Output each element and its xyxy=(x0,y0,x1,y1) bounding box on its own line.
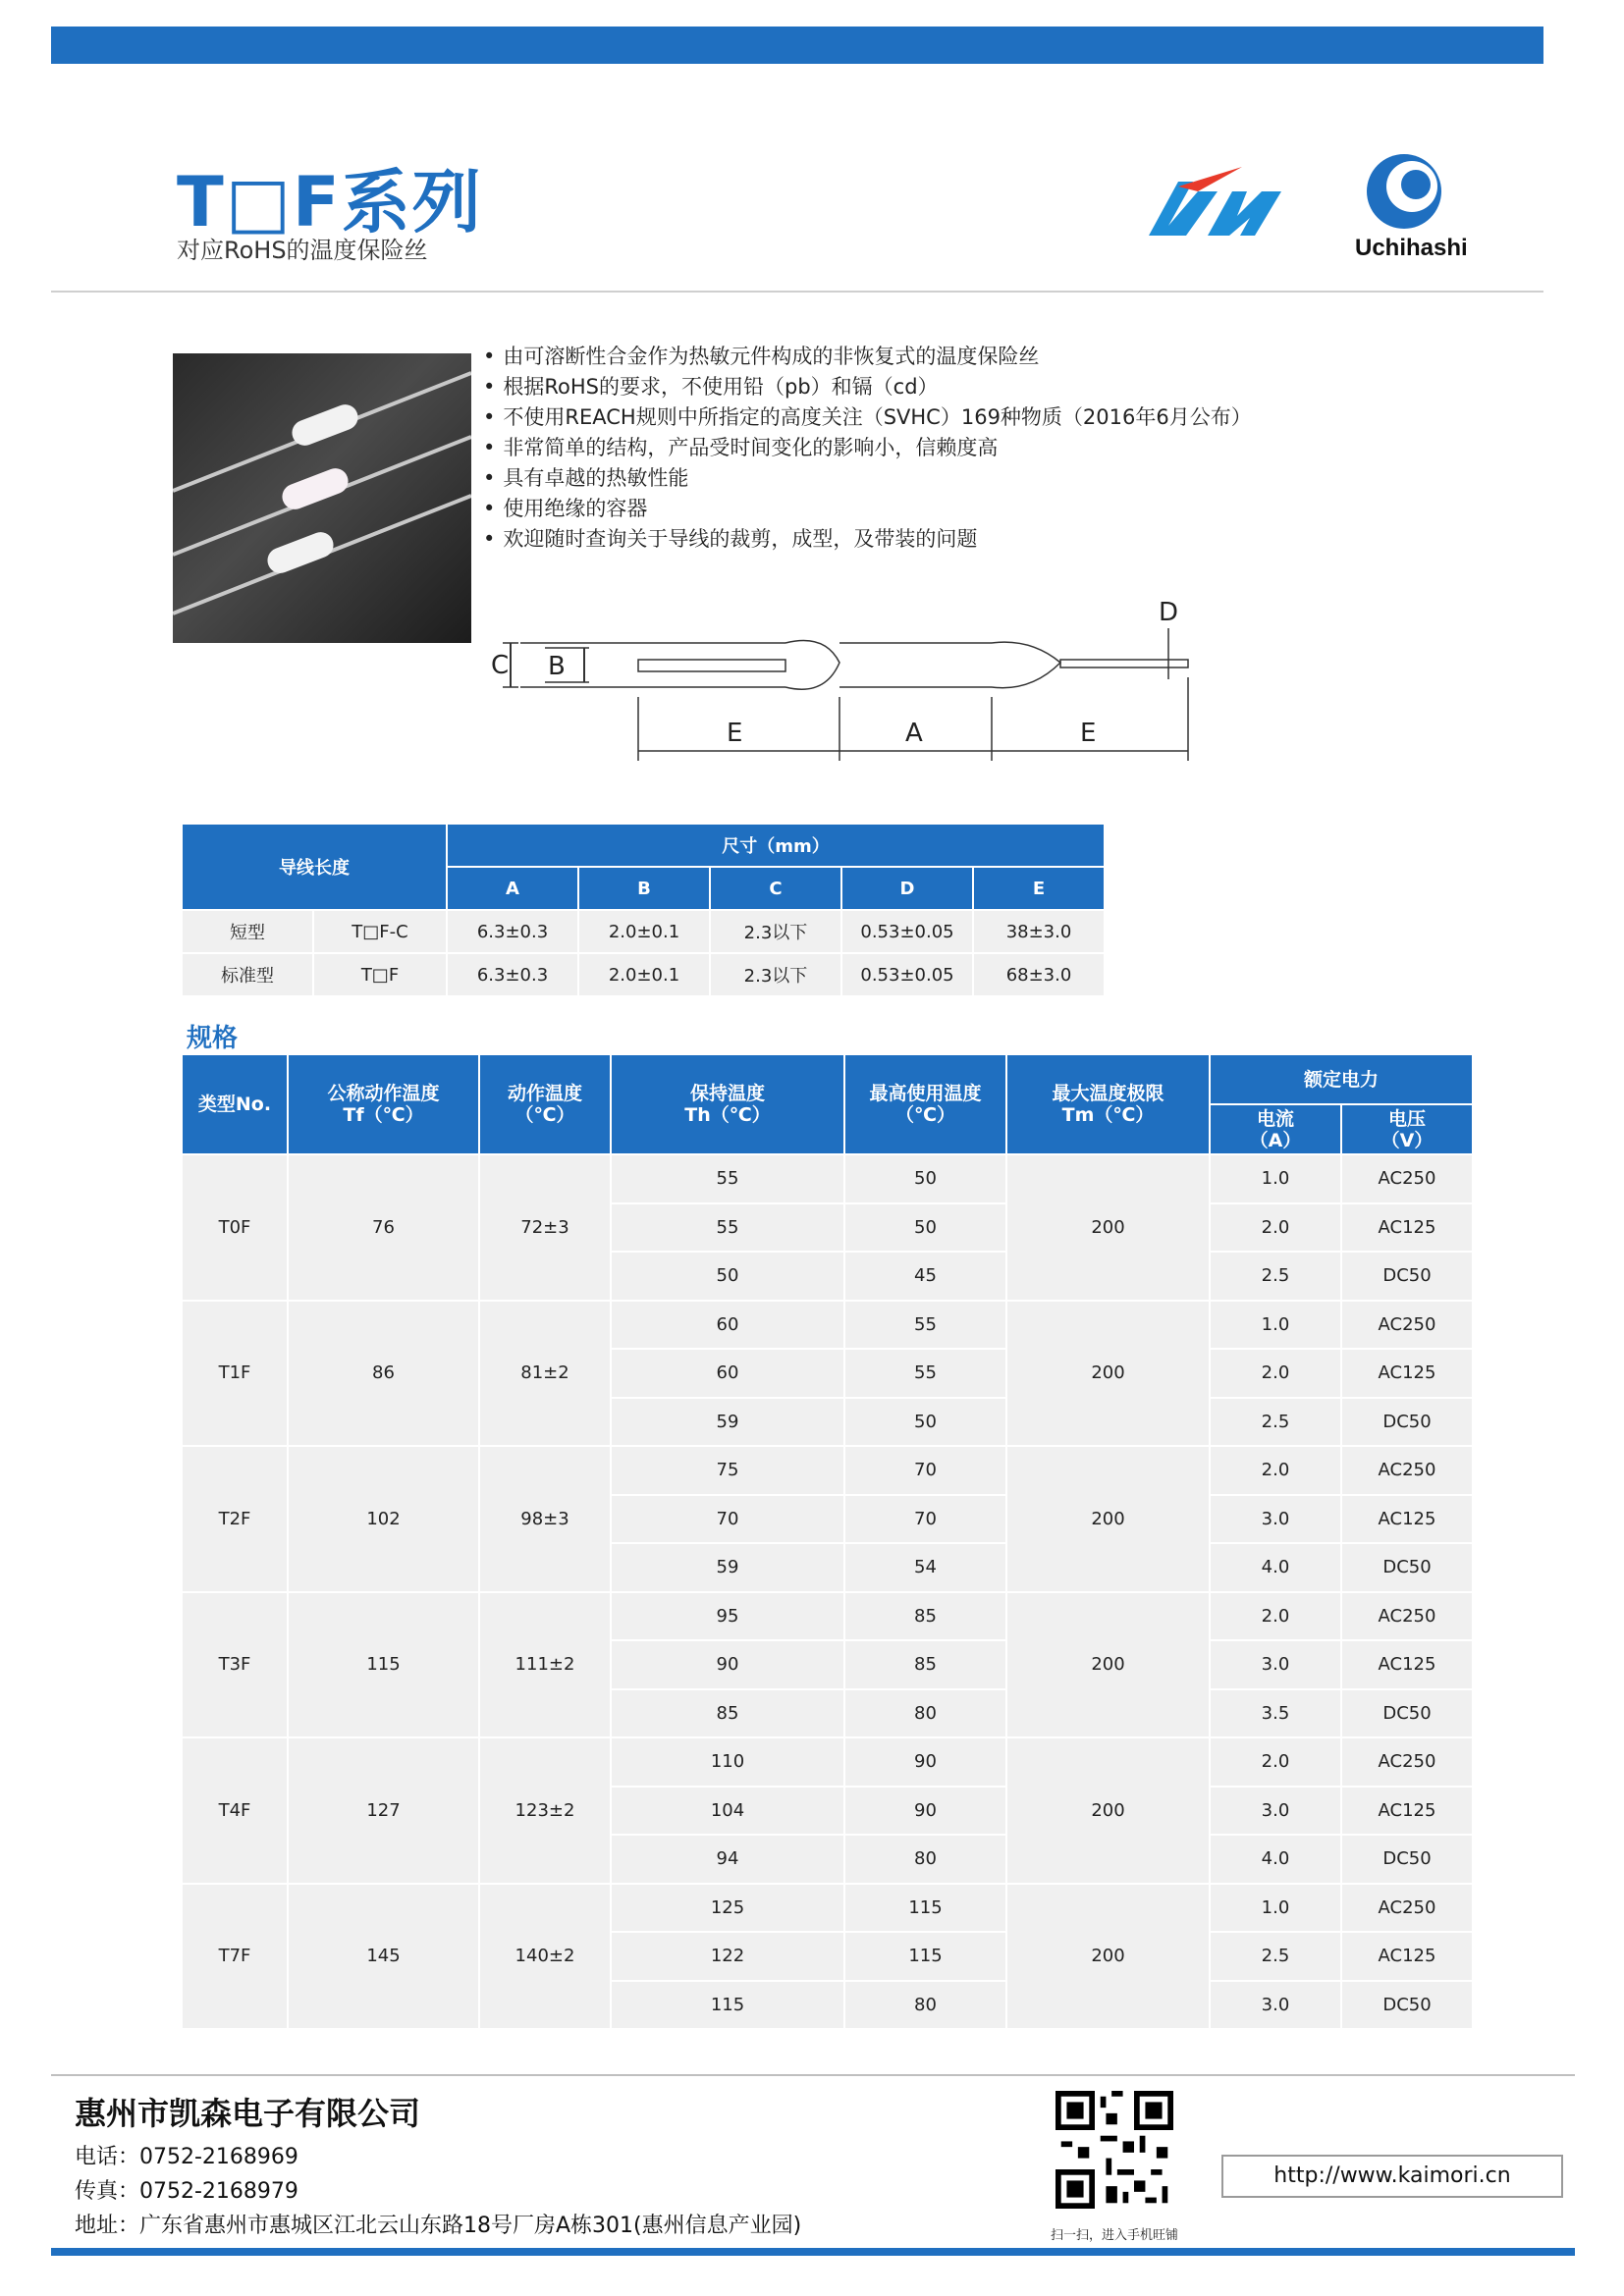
cell-voltage: AC250 xyxy=(1342,1593,1472,1640)
cell-tm: 200 xyxy=(1007,1885,1209,2029)
cell-c: 2.3以下 xyxy=(711,911,840,952)
cell-voltage: AC125 xyxy=(1342,1788,1472,1835)
cell-th: 75 xyxy=(612,1447,843,1494)
cell-op-temp: 140±2 xyxy=(480,1885,610,2029)
cell-max-use: 50 xyxy=(845,1399,1005,1446)
table-row xyxy=(183,1155,1472,1202)
cell-op-temp: 81±2 xyxy=(480,1302,610,1446)
cell-max-use: 85 xyxy=(845,1593,1005,1640)
header-type: 类型No. xyxy=(183,1055,287,1153)
cell-tf: 127 xyxy=(289,1738,478,1883)
dim-label-b: B xyxy=(548,652,566,681)
cell-type: T2F xyxy=(183,1447,287,1591)
header-current: 电流 （A） xyxy=(1211,1105,1340,1153)
spec-table-body xyxy=(183,1155,1472,2028)
cell-th: 90 xyxy=(612,1641,843,1688)
company-name: 惠州市凯森电子有限公司 xyxy=(75,2095,421,2132)
col-header-b: B xyxy=(579,868,709,909)
cell-op-temp: 72±3 xyxy=(480,1155,610,1300)
cell-current: 4.0 xyxy=(1211,1544,1340,1591)
row-model: T□F-C xyxy=(314,911,446,952)
cell-voltage: AC125 xyxy=(1342,1641,1472,1688)
row-type: 标准型 xyxy=(183,954,312,995)
cell-current: 1.0 xyxy=(1211,1302,1340,1349)
cell-type: T1F xyxy=(183,1302,287,1446)
page-title: T□F系列 xyxy=(177,162,483,242)
cell-th: 55 xyxy=(612,1155,843,1202)
cell-a: 6.3±0.3 xyxy=(448,911,577,952)
header-tm: 最大温度极限 Tm（℃） xyxy=(1007,1055,1209,1153)
dim-label-e-right: E xyxy=(1080,719,1097,748)
dim-label-a: A xyxy=(905,719,923,748)
feature-item: • 非常简单的结构，产品受时间变化的影响小，信赖度高 xyxy=(483,433,1367,463)
cell-th: 110 xyxy=(612,1738,843,1786)
header-tf: 公称动作温度 Tf（℃） xyxy=(289,1055,478,1153)
dim-label-e-left: E xyxy=(727,719,743,748)
cell-voltage: AC250 xyxy=(1342,1155,1472,1202)
row-model: T□F xyxy=(314,954,446,995)
cell-voltage: AC125 xyxy=(1342,1350,1472,1397)
cell-op-temp: 123±2 xyxy=(480,1738,610,1883)
cell-voltage: DC50 xyxy=(1342,1253,1472,1300)
cell-th: 95 xyxy=(612,1593,843,1640)
cell-max-use: 50 xyxy=(845,1204,1005,1252)
address: 地址：广东省惠州市惠城区江北云山东路18号厂房A栋301(惠州信息产业园) xyxy=(75,2214,802,2238)
cell-th: 94 xyxy=(612,1836,843,1883)
header-max-use: 最高使用温度 （℃） xyxy=(845,1055,1005,1153)
product-photo xyxy=(173,353,471,643)
cell-th: 70 xyxy=(612,1496,843,1543)
col-header-a: A xyxy=(448,868,577,909)
cell-max-use: 55 xyxy=(845,1302,1005,1349)
header-rating: 额定电力 xyxy=(1211,1055,1472,1103)
cell-current: 3.0 xyxy=(1211,1641,1340,1688)
table-row xyxy=(183,1738,1472,1786)
cell-op-temp: 98±3 xyxy=(480,1447,610,1591)
logo-text: Uchihashi xyxy=(1355,235,1468,261)
cell-voltage: AC125 xyxy=(1342,1933,1472,1980)
cell-current: 2.0 xyxy=(1211,1447,1340,1494)
cell-max-use: 55 xyxy=(845,1350,1005,1397)
cell-current: 2.0 xyxy=(1211,1204,1340,1252)
cell-c: 2.3以下 xyxy=(711,954,840,995)
cell-type: T0F xyxy=(183,1155,287,1300)
feature-item: • 由可溶断性合金作为热敏元件构成的非恢复式的温度保险丝 xyxy=(483,342,1367,372)
cell-b: 2.0±0.1 xyxy=(579,911,709,952)
cell-tf: 145 xyxy=(289,1885,478,2029)
cell-voltage: AC250 xyxy=(1342,1885,1472,1932)
feature-list xyxy=(483,342,1367,555)
header-th: 保持温度 Th（℃） xyxy=(612,1055,843,1153)
cell-tm: 200 xyxy=(1007,1593,1209,1737)
cell-e: 38±3.0 xyxy=(974,911,1104,952)
cell-th: 60 xyxy=(612,1350,843,1397)
cell-d: 0.53±0.05 xyxy=(842,954,972,995)
qr-code[interactable] xyxy=(1056,2091,1173,2209)
feature-item: • 不使用REACH规则中所指定的高度关注（SVHC）169种物质（2016年6月公布） xyxy=(483,402,1367,433)
cell-max-use: 90 xyxy=(845,1788,1005,1835)
cell-current: 2.0 xyxy=(1211,1350,1340,1397)
cell-max-use: 70 xyxy=(845,1496,1005,1543)
cell-th: 122 xyxy=(612,1933,843,1980)
size-header: 尺寸（mm） xyxy=(448,825,1104,866)
cell-max-use: 80 xyxy=(845,1982,1005,2029)
cell-th: 50 xyxy=(612,1253,843,1300)
page-subtitle: 对应RoHS的温度保险丝 xyxy=(177,237,428,264)
website-link[interactable]: http://www.kaimori.cn xyxy=(1221,2155,1563,2198)
header-voltage: 电压 （V） xyxy=(1342,1105,1472,1153)
cell-voltage: DC50 xyxy=(1342,1690,1472,1737)
cell-th: 115 xyxy=(612,1982,843,2029)
cell-current: 1.0 xyxy=(1211,1885,1340,1932)
cell-max-use: 80 xyxy=(845,1836,1005,1883)
cell-voltage: AC125 xyxy=(1342,1204,1472,1252)
cell-b: 2.0±0.1 xyxy=(579,954,709,995)
cell-tf: 86 xyxy=(289,1302,478,1446)
cell-type: T3F xyxy=(183,1593,287,1737)
cell-tf: 115 xyxy=(289,1593,478,1737)
cell-current: 3.0 xyxy=(1211,1788,1340,1835)
top-blue-bar xyxy=(51,27,1543,64)
cell-voltage: DC50 xyxy=(1342,1399,1472,1446)
cell-voltage: DC50 xyxy=(1342,1836,1472,1883)
lead-length-header: 导线长度 xyxy=(183,825,446,909)
cell-voltage: AC250 xyxy=(1342,1302,1472,1349)
cell-tm: 200 xyxy=(1007,1302,1209,1446)
cell-type: T7F xyxy=(183,1885,287,2029)
cell-current: 2.5 xyxy=(1211,1253,1340,1300)
cell-current: 1.0 xyxy=(1211,1155,1340,1202)
header-divider xyxy=(51,291,1543,293)
cell-voltage: AC125 xyxy=(1342,1496,1472,1543)
qr-caption: 扫一扫，进入手机旺铺 xyxy=(1050,2228,1178,2243)
cell-current: 3.0 xyxy=(1211,1982,1340,2029)
cell-type: T4F xyxy=(183,1738,287,1883)
feature-item: • 欢迎随时查询关于导线的裁剪，成型，及带装的问题 xyxy=(483,524,1367,555)
cell-tf: 76 xyxy=(289,1155,478,1300)
col-header-e: E xyxy=(974,868,1104,909)
footer-divider xyxy=(51,2074,1575,2076)
cell-max-use: 90 xyxy=(845,1738,1005,1786)
spec-section-title: 规格 xyxy=(187,1024,239,1053)
table-row xyxy=(183,954,1104,995)
cell-current: 3.0 xyxy=(1211,1496,1340,1543)
table-row xyxy=(183,1593,1472,1640)
cell-op-temp: 111±2 xyxy=(480,1593,610,1737)
dim-label-d: D xyxy=(1159,598,1179,627)
cell-tm: 200 xyxy=(1007,1738,1209,1883)
cell-a: 6.3±0.3 xyxy=(448,954,577,995)
cell-voltage: AC250 xyxy=(1342,1738,1472,1786)
cell-voltage: DC50 xyxy=(1342,1544,1472,1591)
row-type: 短型 xyxy=(183,911,312,952)
cell-voltage: AC250 xyxy=(1342,1447,1472,1494)
cell-max-use: 50 xyxy=(845,1155,1005,1202)
col-header-c: C xyxy=(711,868,840,909)
table-row xyxy=(183,1302,1472,1349)
cell-max-use: 54 xyxy=(845,1544,1005,1591)
feature-item: • 使用绝缘的容器 xyxy=(483,494,1367,524)
cell-current: 2.5 xyxy=(1211,1399,1340,1446)
cell-tm: 200 xyxy=(1007,1155,1209,1300)
cell-th: 60 xyxy=(612,1302,843,1349)
cell-e: 68±3.0 xyxy=(974,954,1104,995)
brand-logo xyxy=(1139,147,1473,265)
table-row xyxy=(183,911,1104,952)
cell-th: 59 xyxy=(612,1399,843,1446)
cell-th: 59 xyxy=(612,1544,843,1591)
cell-tf: 102 xyxy=(289,1447,478,1591)
cell-current: 4.0 xyxy=(1211,1836,1340,1883)
cell-current: 2.0 xyxy=(1211,1593,1340,1640)
cell-th: 125 xyxy=(612,1885,843,1932)
cell-th: 85 xyxy=(612,1690,843,1737)
header-op-temp: 动作温度 （℃） xyxy=(480,1055,610,1153)
cell-max-use: 70 xyxy=(845,1447,1005,1494)
cell-tm: 200 xyxy=(1007,1447,1209,1591)
cell-current: 2.0 xyxy=(1211,1738,1340,1786)
cell-voltage: DC50 xyxy=(1342,1982,1472,2029)
cell-current: 3.5 xyxy=(1211,1690,1340,1737)
cell-max-use: 115 xyxy=(845,1885,1005,1932)
fax: 传真：0752-2168979 xyxy=(75,2179,298,2204)
dimensions-table xyxy=(181,823,1106,997)
dimension-diagram xyxy=(481,589,1227,766)
dim-label-c: C xyxy=(491,651,510,680)
feature-item: • 根据RoHS的要求，不使用铅（pb）和镉（cd） xyxy=(483,372,1367,402)
phone: 电话：0752-2168969 xyxy=(75,2145,298,2169)
cell-max-use: 85 xyxy=(845,1641,1005,1688)
table-row xyxy=(183,1885,1472,1932)
cell-max-use: 115 xyxy=(845,1933,1005,1980)
cell-th: 55 xyxy=(612,1204,843,1252)
cell-max-use: 80 xyxy=(845,1690,1005,1737)
feature-item: • 具有卓越的热敏性能 xyxy=(483,463,1367,494)
cell-d: 0.53±0.05 xyxy=(842,911,972,952)
spec-table xyxy=(181,1053,1474,2030)
table-row xyxy=(183,1447,1472,1494)
cell-max-use: 45 xyxy=(845,1253,1005,1300)
col-header-d: D xyxy=(842,868,972,909)
cell-th: 104 xyxy=(612,1788,843,1835)
cell-current: 2.5 xyxy=(1211,1933,1340,1980)
bottom-blue-bar xyxy=(51,2248,1575,2256)
